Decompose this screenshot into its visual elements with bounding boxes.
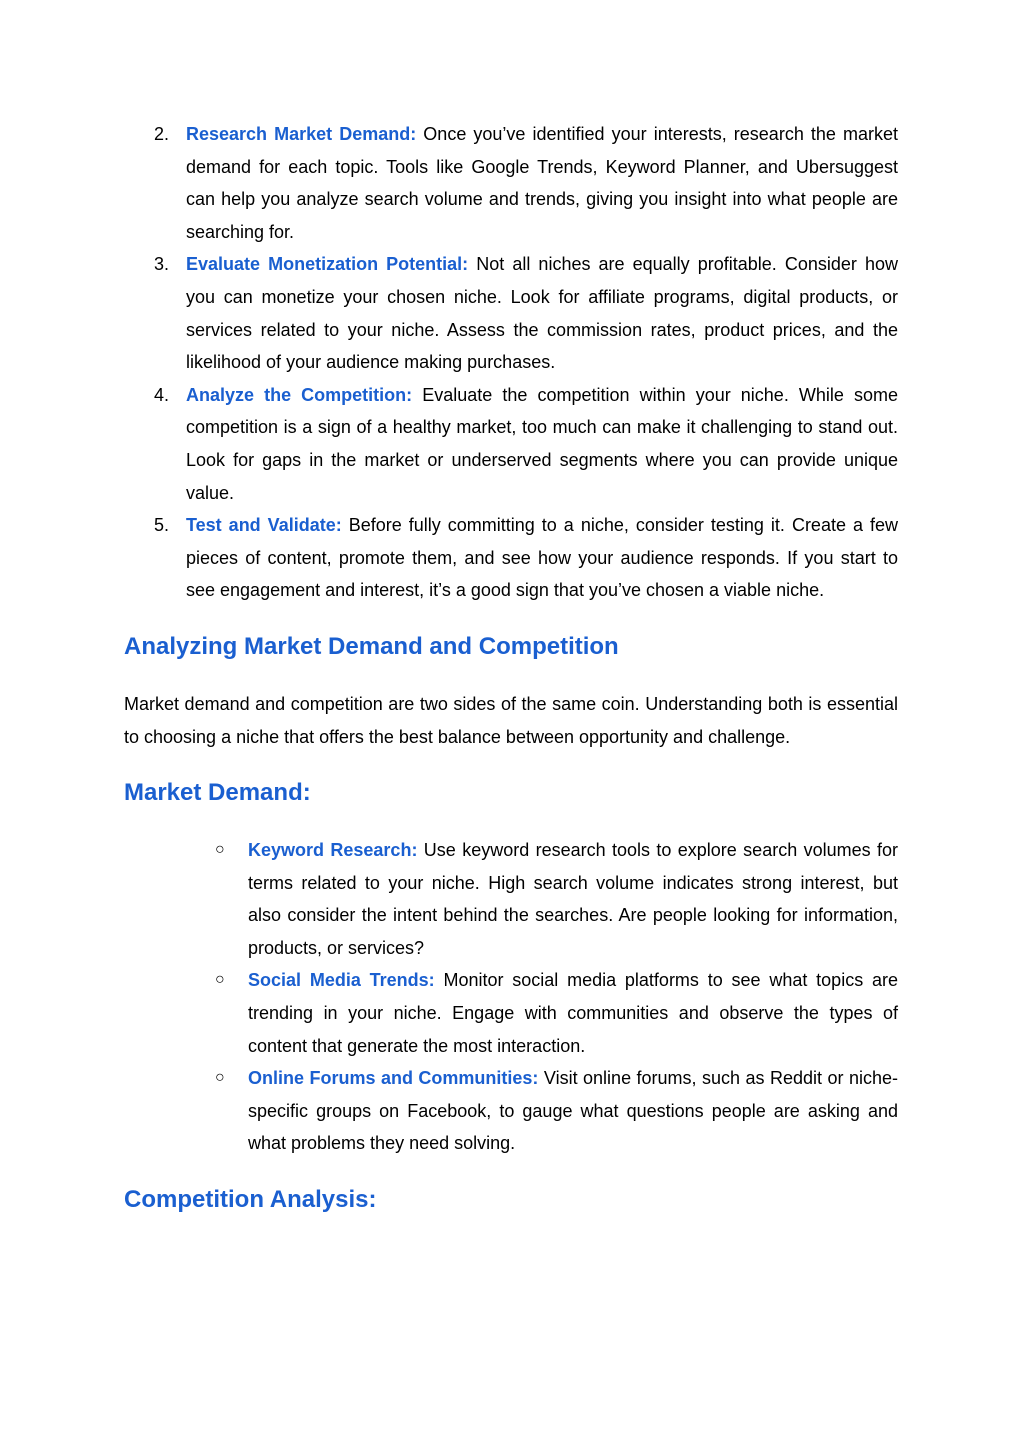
list-item [124, 379, 898, 509]
hollow-circle-bullet-icon: ○ [215, 971, 225, 989]
list-item-text: Use keyword research tools to explore search volumes for terms related to your niche. High search volume indicates strong interest, but also consider the intent behind the searches. Are people looking for information, products, or services? [248, 840, 898, 958]
list-item-term: Evaluate Monetization Potential: [186, 254, 469, 275]
list-item-text: Evaluate the competition within your niche. While some competition is a sign of a healthy market, too much can make it challenging to stand out. Look for gaps in the market or underserved segments where you can provide unique value. [186, 384, 899, 503]
document-page [124, 118, 898, 1216]
section-heading-analyzing: Analyzing Market Demand and Competition [124, 632, 619, 660]
list-item [124, 964, 898, 1062]
list-item [124, 509, 898, 607]
list-item-text: Once you’ve identified your interests, research the market demand for each topic. Tools like Google Trends, Keyword Planner, and Ubersuggest can help you analyze search volume and trends, giving you insight into what people are searching for. [186, 124, 898, 242]
section-heading-competition: Competition Analysis: [124, 1186, 377, 1214]
list-item-text: Monitor social media platforms to see what topics are trending in your niche. Engage with communities and observe the types of content that generate the most interaction. [248, 970, 899, 1056]
list-number: 2. [154, 124, 170, 144]
list-number: 3. [154, 254, 170, 275]
list-item-text: Before fully committing to a niche, consider testing it. Create a few pieces of content, promote them, and see how your audience responds. If you start to see engagement and interest, it’s a good sign that you’ve chosen a viable niche. [186, 515, 898, 601]
list-item-term: Social Media Trends: [248, 970, 435, 991]
section-heading-market-demand: Market Demand: [124, 779, 311, 807]
list-item-term: Keyword Research: [248, 840, 418, 861]
steps-list [124, 118, 898, 607]
market-demand-list [124, 834, 898, 1160]
hollow-circle-bullet-icon: ○ [215, 1069, 225, 1087]
list-item [124, 118, 898, 248]
list-item-term: Online Forums and Communities: [248, 1068, 539, 1089]
list-item-term: Test and Validate: [186, 515, 342, 536]
section-paragraph: Market demand and competition are two sides of the same coin. Understanding both is essential to choosing a niche that offers the best balance between opportunity and challenge. [124, 693, 898, 747]
list-item-term: Research Market Demand: [186, 124, 417, 144]
list-item-text: Visit online forums, such as Reddit or niche-specific groups on Facebook, to gauge what questions people are asking and what problems they need solving. [248, 1068, 898, 1154]
list-number: 5. [154, 515, 170, 536]
hollow-circle-bullet-icon: ○ [215, 841, 225, 859]
list-item-term: Analyze the Competition: [186, 384, 413, 405]
list-item [124, 1062, 898, 1160]
list-number: 4. [154, 384, 170, 405]
list-item [124, 834, 898, 964]
list-item [124, 248, 898, 378]
list-item-text: Not all niches are equally profitable. Consider how you can monetize your chosen niche. Look for affiliate programs, digital products, or services related to your niche. Assess the commission rates, product prices, and the likelihood of your audience making purchases. [186, 254, 898, 373]
